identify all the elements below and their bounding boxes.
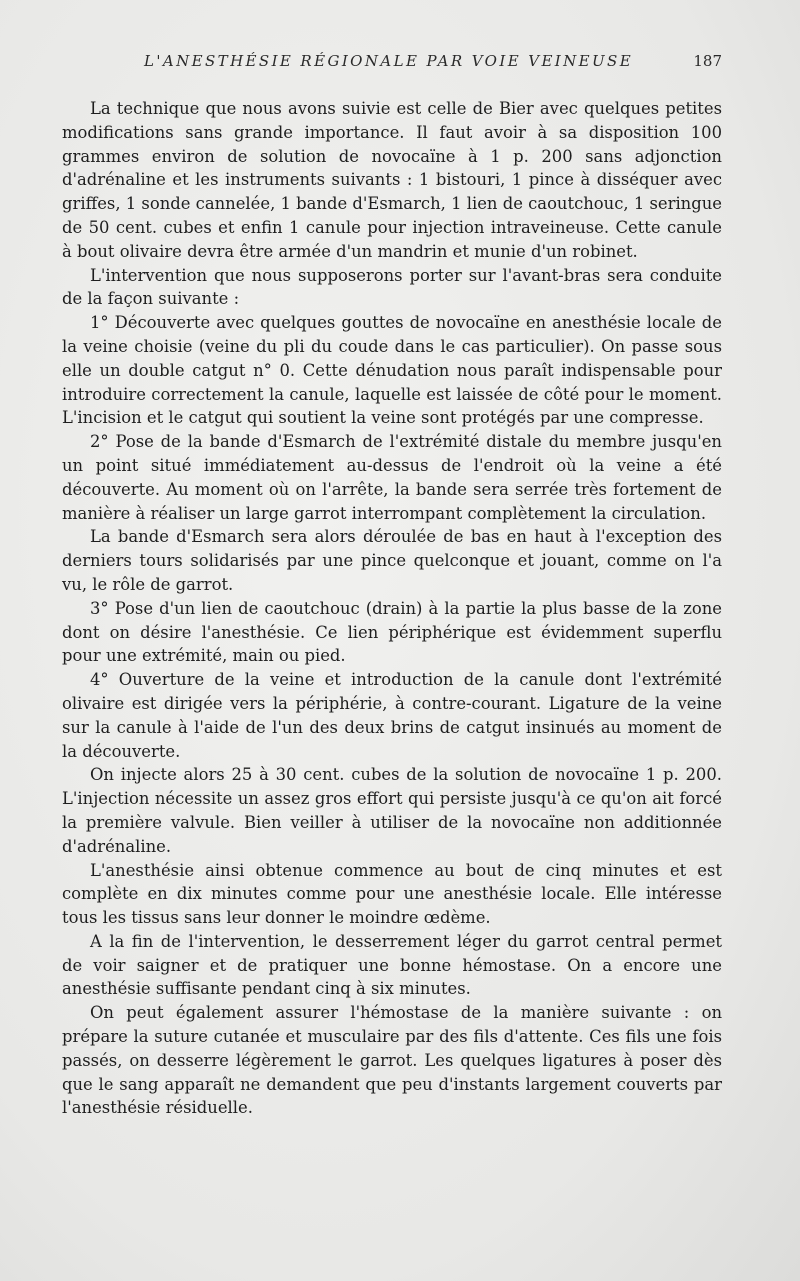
paragraph: 3° Pose d'un lien de caoutchouc (drain) à la partie la plus basse de la zone dont on désire l'anesthésie. Ce lien périphérique est évidemment superflu pour une extrémité, main ou pied.	[62, 598, 722, 666]
body-text	[62, 97, 722, 1120]
paragraph: On peut également assurer l'hémostase de la manière suivante : on prépare la suture cutanée et musculaire par des fils d'attente. Ces fils une fois passés, on desserre légèrement le garrot. Les quelques ligatures à poser dès que le sang apparaît ne demandent que peu d'instants largement couverts par l'anesthésie résiduelle.	[62, 1003, 722, 1118]
paragraph: 4° Ouverture de la veine et introduction de la canule dont l'extrémité olivaire est dirigée vers la périphérie, à contre-courant. Ligature de la veine sur la canule à l'aide de l'un des deux brins de catgut insinués au moment de la découverte.	[62, 670, 722, 761]
running-title: L'ANESTHÉSIE RÉGIONALE PAR VOIE VEINEUSE	[144, 52, 634, 70]
paragraph: A la fin de l'intervention, le desserrement léger du garrot central permet de voir saigner et de pratiquer une bonne hémostase. On a encore une anesthésie suffisante pendant cinq à six minutes.	[62, 931, 722, 999]
page-number: 187	[693, 52, 722, 70]
paragraph: 2° Pose de la bande d'Esmarch de l'extrémité distale du membre jusqu'en un point situé immédiatement au-dessus de l'endroit où la veine a été découverte. Au moment où on l'arrête, la bande sera serrée très fortement de manière à réaliser un large garrot interrompant complètement la circulation.	[62, 432, 722, 523]
paragraph: La technique que nous avons suivie est celle de Bier avec quelques petites modifications sans grande importance. Il faut avoir à sa disposition 100 grammes environ de solution de novocaïne à 1 p. 200 sans adjonction d'adrénaline et les instruments suivants : 1 bistouri, 1 pince à disséquer avec griffes, 1 sonde cannelée, 1 bande d'Esmarch, 1 lien de caoutchouc, 1 seringue de 50 cent. cubes et enfin 1 canule pour injection intraveineuse. Cette canule à bout olivaire devra être armée d'un mandrin et munie d'un robinet.	[62, 99, 722, 261]
running-header	[62, 52, 722, 78]
paragraph: La bande d'Esmarch sera alors déroulée de bas en haut à l'exception des derniers tours solidarisés par une pince quelconque et jouant, comme on l'a vu, le rôle de garrot.	[62, 527, 722, 594]
paragraph: 1° Découverte avec quelques gouttes de novocaïne en anesthésie locale de la veine choisie (veine du pli du coude dans le cas particulier). On passe sous elle un double catgut n° 0. Cette dénudation nous paraît indispensable pour introduire correctement la canule, laquelle est laissée de côté pour le moment. L'incision et le catgut qui soutient la veine sont protégés par une compresse.	[62, 313, 722, 428]
paragraph: L'intervention que nous supposerons porter sur l'avant-bras sera conduite de la façon suivante :	[62, 265, 722, 309]
paragraph: On injecte alors 25 à 30 cent. cubes de la solution de novocaïne 1 p. 200. L'injection nécessite un assez gros effort qui persiste jusqu'à ce qu'on ait forcé la première valvule. Bien veiller à utiliser de la novocaïne non additionnée d'adrénaline.	[62, 765, 722, 856]
paragraph: L'anesthésie ainsi obtenue commence au bout de cinq minutes et est complète en dix minutes comme pour une anesthésie locale. Elle intéresse tous les tissus sans leur donner le moindre œdème.	[62, 860, 722, 928]
